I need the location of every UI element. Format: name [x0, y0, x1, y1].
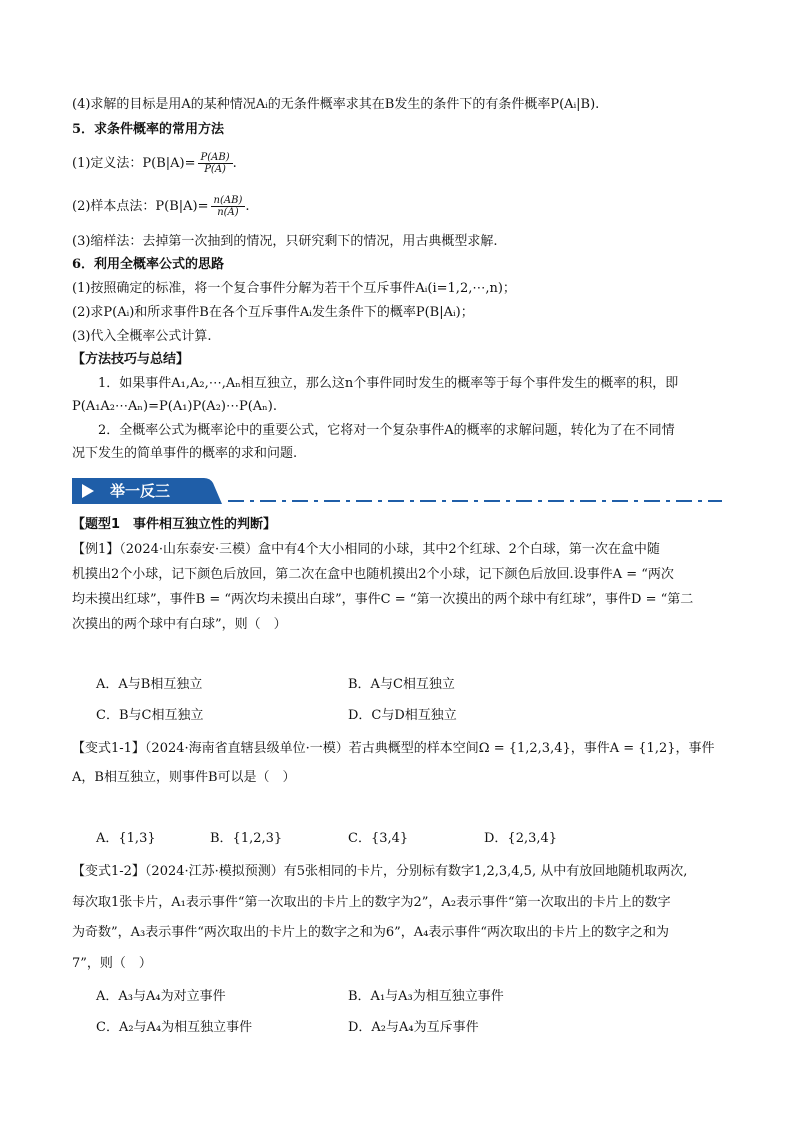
section-banner — [72, 476, 222, 506]
definition-end: . — [232, 156, 237, 171]
banner-dashed-rule — [228, 498, 722, 504]
method-1-line-2: P(A₁A₂⋯Aₙ)=P(A₁)P(A₂)⋯P(Aₙ). — [72, 399, 278, 414]
total-prob-step-2: (2)求P(Aᵢ)和所求事件B在各个互斥事件Aᵢ发生条件下的概率P(B|Aᵢ)； — [72, 305, 474, 320]
example-1-option-a: A．A与B相互独立 — [96, 677, 203, 692]
total-prob-step-1: (1)按照确定的标准，将一个复合事件分解为若干个互斥事件Aᵢ(i=1,2,⋯,n)； — [72, 281, 516, 296]
variant-1-2-option-d: D．A₂与A₄为互斥事件 — [348, 1020, 479, 1035]
banner-label: 举一反三 — [110, 482, 171, 500]
definition-fraction — [198, 152, 233, 175]
variant-1-2-option-a: A．A₃与A₄为对立事件 — [96, 989, 226, 1004]
example-1-line-4: 次摸出的两个球中有白球”，则（ ） — [72, 617, 287, 632]
example-1-option-d: D．C与D相互独立 — [348, 708, 457, 723]
variant-1-1-option-d: D．{2,3,4} — [484, 831, 558, 846]
sample-method-prefix: (2)样本点法：P(B|A)= — [72, 199, 209, 214]
method-summary-title: 【方法技巧与总结】 — [72, 352, 190, 367]
variant-1-1-option-b: B．{1,2,3} — [210, 831, 283, 846]
definition-method-line — [72, 150, 722, 178]
section-6-title: 6．利用全概率公式的思路 — [72, 257, 225, 272]
example-1-line-2: 机摸出2个小球，记下颜色后放回，第二次在盒中也随机摸出2个小球，记下颜色后放回.设事件A = “两次 — [72, 567, 674, 582]
variant-1-2-line-1: 【变式1-2】（2024·江苏·模拟预测）有5张相同的卡片，分别标有数字1,2,3,4,5, 从中有放回地随机取两次, — [72, 864, 688, 879]
total-prob-step-3: (3)代入全概率公式计算. — [72, 329, 212, 344]
example-1-option-c: C．B与C相互独立 — [96, 708, 204, 723]
variant-1-1-option-c: C．{3,4} — [348, 831, 409, 846]
variant-1-2-option-c: C．A₂与A₄为相互独立事件 — [96, 1020, 253, 1035]
variant-1-1-option-a: A．{1,3} — [96, 831, 156, 846]
example-1-line-3: 均未摸出红球”，事件B = “两次均未摸出白球”，事件C = “第一次摸出的两个球中有红球”，事件D = “第二 — [72, 592, 694, 607]
definition-numerator: P(AB) — [198, 152, 233, 164]
variant-1-1-line-1: 【变式1-1】（2024·海南省直辖县级单位·一模）若古典概型的样本空间Ω = {1,2,3,4}，事件A = {1,2}，事件 — [72, 741, 715, 756]
definition-method-prefix: (1)定义法：P(B|A)= — [72, 156, 196, 171]
variant-1-2-option-b: B．A₁与A₃为相互独立事件 — [348, 989, 504, 1004]
definition-denominator: P(A) — [204, 164, 226, 175]
sample-point-method-line — [72, 193, 722, 221]
sample-numerator: n(AB) — [211, 195, 246, 207]
method-1-line-1: 1．如果事件A₁,A₂,⋯,Aₙ相互独立，那么这n个事件同时发生的概率等于每个事件发生的概率的积，即 — [98, 376, 679, 391]
question-type-1-title: 【题型1 事件相互独立性的判断】 — [72, 517, 277, 532]
section-5-title: 5．求条件概率的常用方法 — [72, 122, 225, 137]
sample-denominator: n(A) — [217, 207, 239, 218]
sample-end: . — [245, 199, 250, 214]
variant-1-1-line-2: A，B相互独立，则事件B可以是（ ） — [72, 770, 296, 785]
shrink-method-line: (3)缩样法：去掉第一次抽到的情况，只研究剩下的情况，用古典概型求解. — [72, 234, 498, 249]
condition-goal-line: (4)求解的目标是用A的某种情况Aᵢ的无条件概率求其在B发生的条件下的有条件概率P(Aᵢ|B). — [72, 97, 600, 112]
method-2-line-2: 况下发生的简单事件的概率的求和问题. — [72, 446, 298, 461]
example-1-line-1: 【例1】（2024·山东泰安·三模）盒中有4个大小相同的小球，其中2个红球、2个白球，第一次在盒中随 — [72, 542, 660, 557]
variant-1-2-line-4: 7”，则（ ） — [72, 956, 152, 971]
sample-fraction — [211, 195, 246, 218]
variant-1-2-line-3: 为奇数”，A₃表示事件“两次取出的卡片上的数字之和为6”，A₄表示事件“两次取出的卡片上的数字之和为 — [72, 925, 670, 940]
variant-1-2-line-2: 每次取1张卡片，A₁表示事件“第一次取出的卡片上的数字为2”，A₂表示事件“第一次取出的卡片上的数字 — [72, 895, 671, 910]
example-1-option-b: B．A与C相互独立 — [348, 677, 455, 692]
method-2-line-1: 2．全概率公式为概率论中的重要公式，它将对一个复杂事件A的概率的求解问题，转化为了在不同情 — [98, 423, 675, 438]
